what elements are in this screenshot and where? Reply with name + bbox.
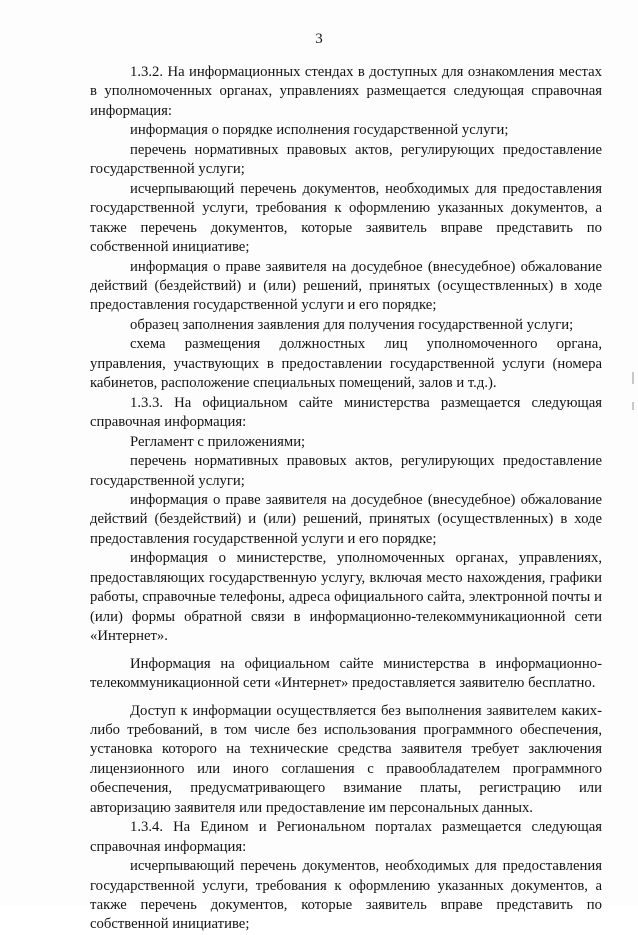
paragraph-item: информация о порядке исполнения государственной услуги; <box>130 122 509 139</box>
paragraph-1-3-2: 1.3.2. На информационных стендах в доступных для ознакомления местах в уполномоченных органах, управлениях размещается следующая справочная информация: <box>90 64 602 119</box>
page-number: 3 <box>315 31 323 47</box>
paragraph-item: информация о министерстве, уполномоченных органах, управлениях, предоставляющих государственную услугу, включая место нахождения, графики работы, справочные телефоны, адреса официального сайта, электронной почты и (или) формы обратной связи в информационно-телекоммуникационной сети «Интернет». <box>90 550 602 645</box>
paragraph-item: перечень нормативных правовых актов, регулирующих предоставление государственной услуги; <box>90 141 602 178</box>
paragraph-item: Регламент с приложениями; <box>130 433 306 450</box>
paragraph-1-3-3: 1.3.3. На официальном сайте министерства размещается следующая справочная информация: <box>90 394 602 431</box>
scan-edge-mark <box>632 402 634 410</box>
paragraph-item: схема размещения должностных лиц уполномоченного органа, управления, участвующих в предоставлении государственной услуги (номера кабинетов, расположение специальных помещений, залов и т.д.). <box>90 336 602 392</box>
paragraph-item: Доступ к информации осуществляется без выполнения заявителем каких-либо требований, в том числе без использования программного обеспечения, установка которого на технические средства заявителя требует заключения лицензионного или иного соглашения с правообладателем программного обеспечения, предусматривающего взимание платы, регистрацию или авторизацию заявителя или предоставление им персональных данных. <box>90 702 602 816</box>
paragraph-item: информация о праве заявителя на досудебное (внесудебное) обжалование действий (бездействий) и (или) решений, принятых (осуществленных) в ходе предоставления государственной услуги и его порядке; <box>90 491 602 547</box>
paragraph-item: исчерпывающий перечень документов, необходимых для предоставления государственной услуги, требования к оформлению указанных документов, а также перечень документов, которые заявитель вправе представить по собственной инициативе; <box>90 180 602 256</box>
paragraph-item: образец заполнения заявления для получения государственной услуги; <box>130 316 574 333</box>
document-body <box>90 63 602 935</box>
paragraph-item: перечень нормативных правовых актов, регулирующих предоставление государственной услуги; <box>90 453 602 489</box>
paragraph-item: исчерпывающий перечень документов, необходимых для предоставления государственной услуги, требования к оформлению указанных документов, а также перечень документов, которые заявитель вправе представить по собственной инициативе; <box>90 858 602 933</box>
scan-edge-mark <box>632 372 634 384</box>
paragraph-1-3-4: 1.3.4. На Едином и Региональном порталах размещается следующая справочная информация: <box>90 819 602 855</box>
paragraph-item: информация о праве заявителя на досудебное (внесудебное) обжалование действий (бездействий) и (или) решений, принятых (осуществленных) в ходе предоставления государственной услуги и его порядке; <box>90 258 602 314</box>
paragraph-item: Информация на официальном сайте министерства в информационно-телекоммуникационной сети «Интернет» предоставляется заявителю бесплатно. <box>90 655 602 692</box>
